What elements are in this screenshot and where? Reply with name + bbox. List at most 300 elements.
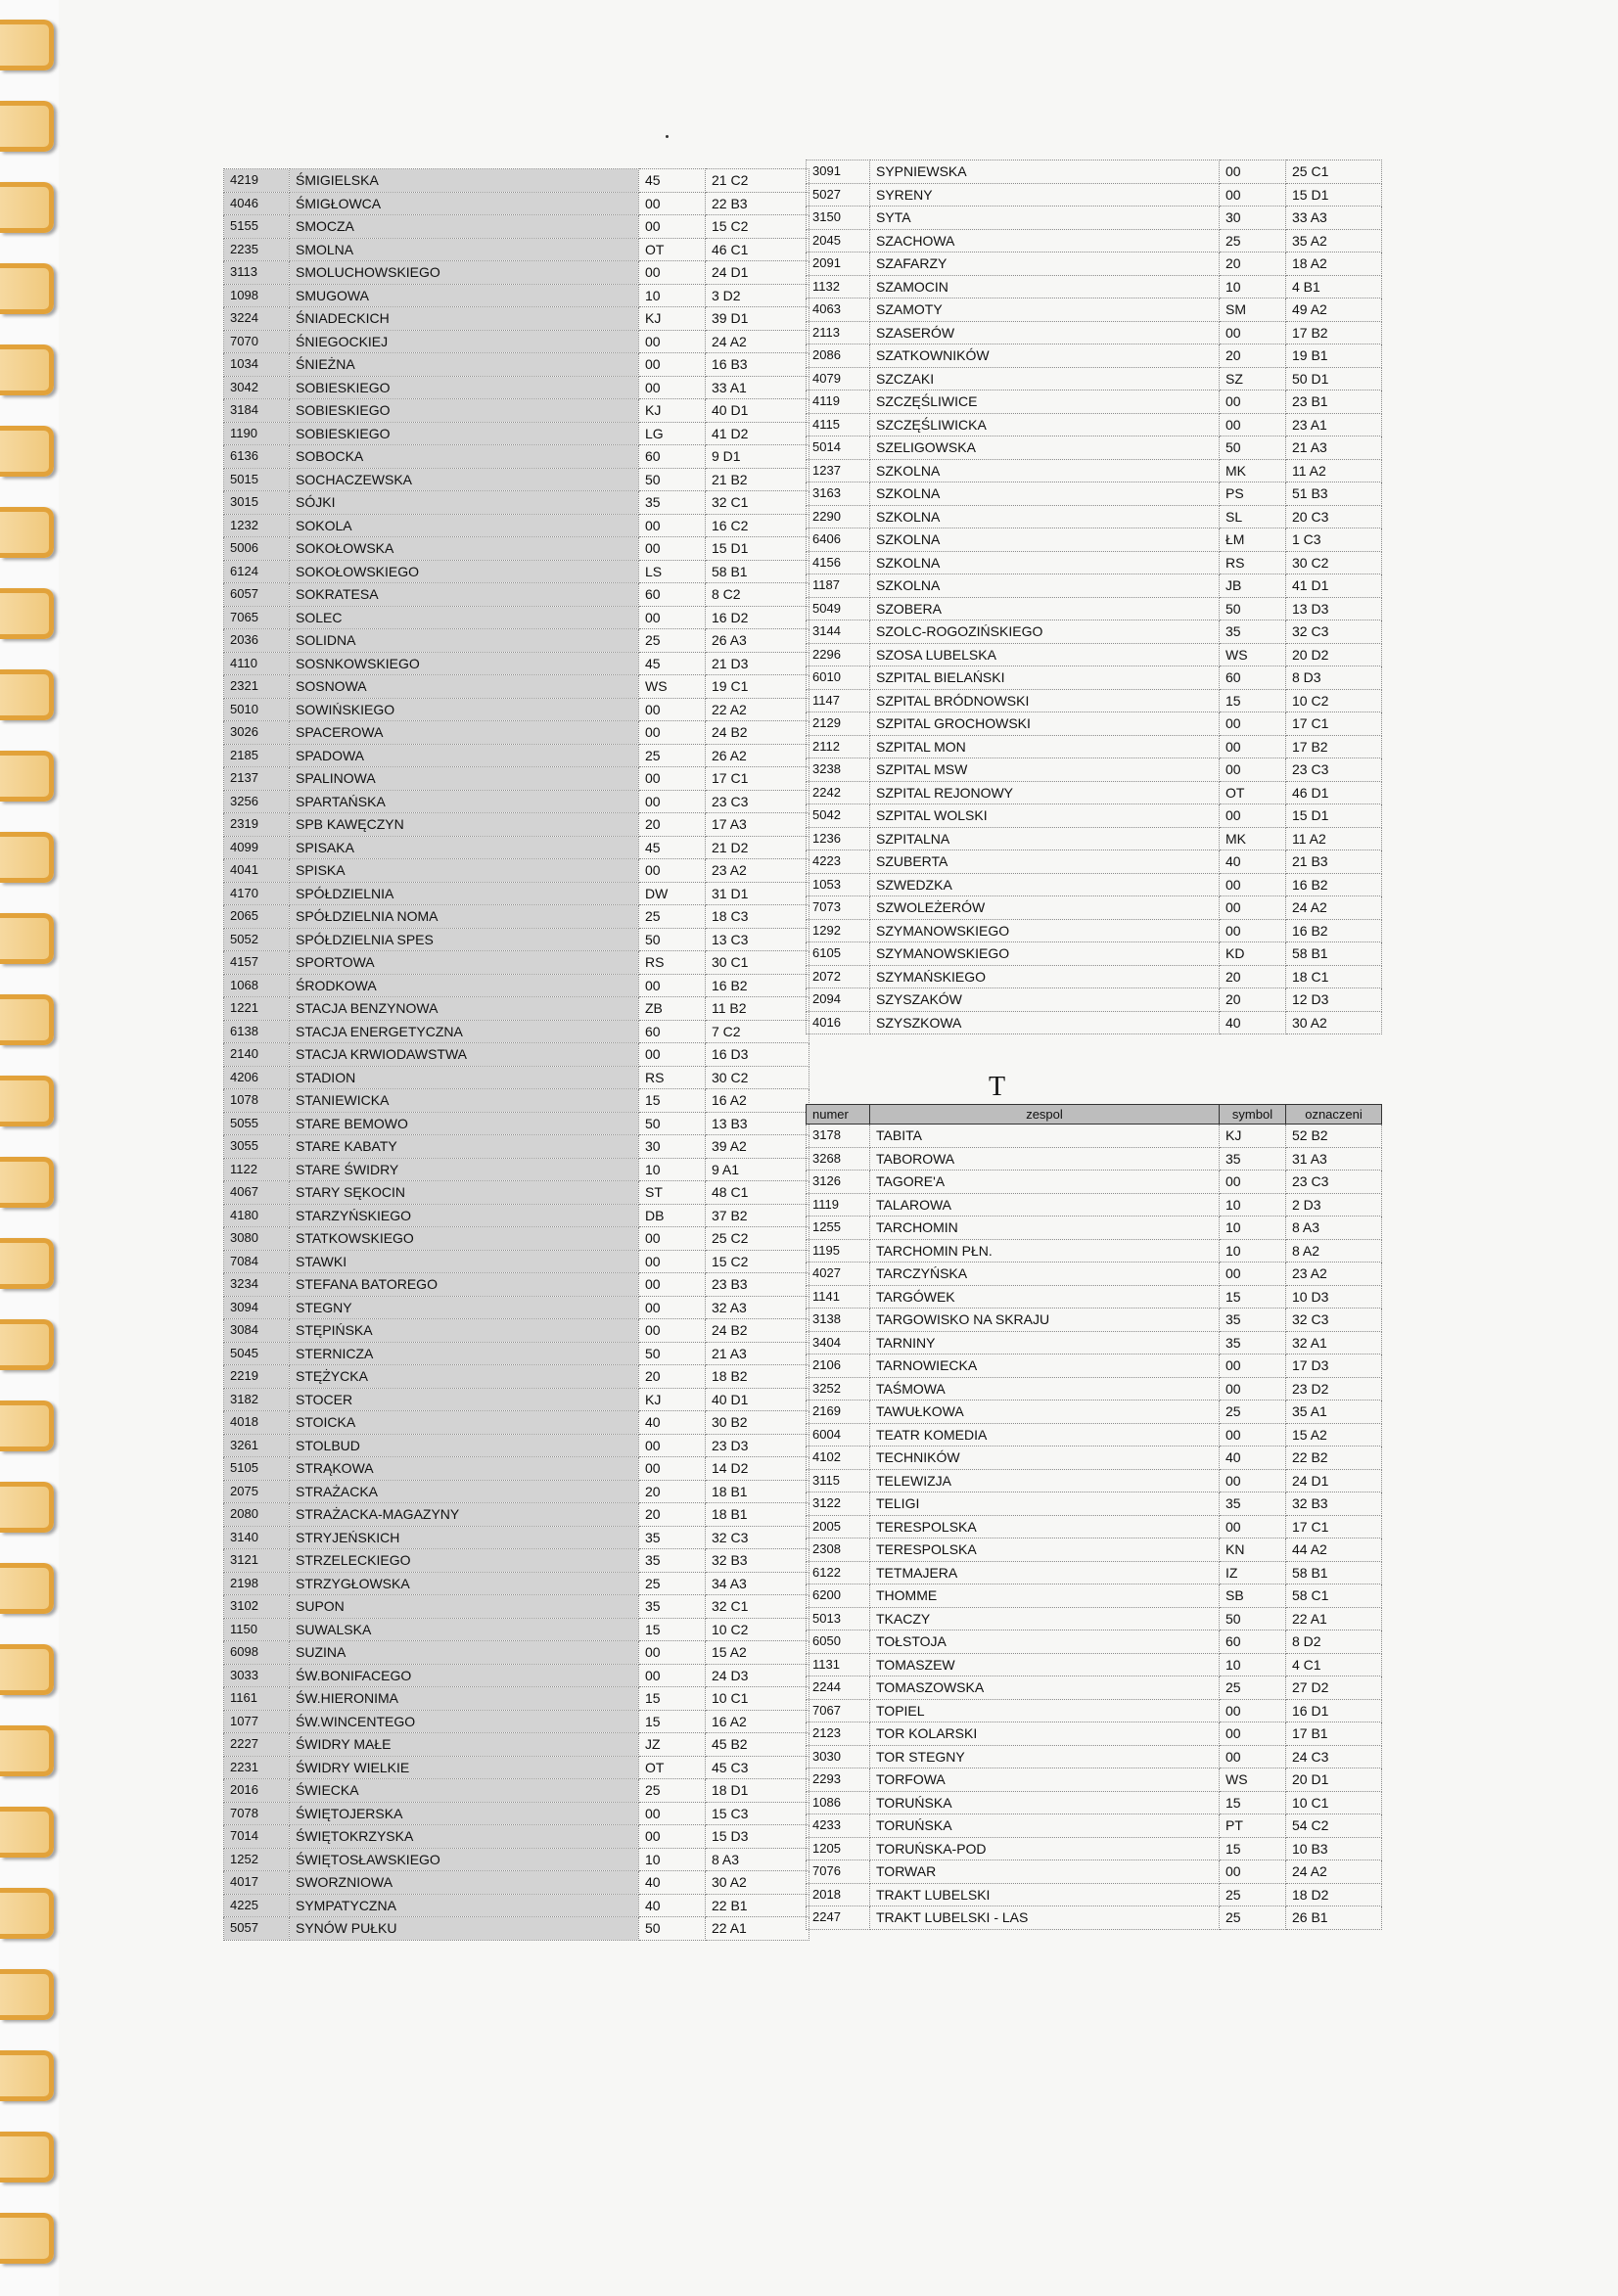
map-reference: 16 A2 <box>706 1089 809 1113</box>
street-number: 2185 <box>224 744 290 767</box>
binding-ring <box>0 1563 54 1614</box>
street-number: 3015 <box>224 491 290 515</box>
district-symbol: 50 <box>1220 597 1286 620</box>
street-name: ŚW.WINCENTEGO <box>290 1710 639 1733</box>
street-name: STATKOWSKIEGO <box>290 1227 639 1251</box>
binding-ring <box>0 101 54 152</box>
street-name: TELIGI <box>870 1492 1220 1516</box>
map-reference: 16 D1 <box>1286 1699 1382 1722</box>
street-number: 2308 <box>807 1538 870 1562</box>
table-row <box>224 1779 809 1803</box>
street-name: SZYMAŃSKIEGO <box>870 965 1220 988</box>
map-reference: 2 D3 <box>1286 1193 1382 1217</box>
map-reference: 16 B3 <box>706 353 809 377</box>
district-symbol: 00 <box>639 1825 706 1849</box>
street-number: 4017 <box>224 1871 290 1895</box>
table-row <box>807 919 1382 942</box>
table-row <box>807 482 1382 506</box>
table-row <box>807 367 1382 390</box>
street-number: 1119 <box>807 1193 870 1217</box>
map-reference: 17 D3 <box>1286 1355 1382 1378</box>
street-number: 1237 <box>807 459 870 482</box>
street-number: 3256 <box>224 790 290 813</box>
map-reference: 15 D1 <box>1286 183 1382 207</box>
map-reference: 22 B2 <box>1286 1446 1382 1470</box>
street-name: TARCHOMIN PŁN. <box>870 1239 1220 1263</box>
map-reference: 30 A2 <box>706 1871 809 1895</box>
binding-ring <box>0 669 54 720</box>
map-reference: 46 D1 <box>1286 781 1382 804</box>
table-row <box>807 1377 1382 1401</box>
street-name: SOCHACZEWSKA <box>290 468 639 491</box>
street-number: 5049 <box>807 597 870 620</box>
street-name: TARCHOMIN <box>870 1217 1220 1240</box>
table-row <box>224 583 809 607</box>
table-row <box>807 1814 1382 1838</box>
street-name: SPÓŁDZIELNIA NOMA <box>290 905 639 929</box>
street-name: SMOCZA <box>290 215 639 239</box>
district-symbol: 35 <box>1220 1309 1286 1332</box>
district-symbol: 30 <box>639 1135 706 1159</box>
map-reference: 21 D3 <box>706 652 809 675</box>
table-row <box>224 399 809 423</box>
street-number: 6057 <box>224 583 290 607</box>
map-reference: 32 B3 <box>706 1549 809 1573</box>
map-reference: 17 A3 <box>706 813 809 837</box>
district-symbol: 20 <box>639 813 706 837</box>
table-row <box>807 436 1382 460</box>
district-symbol: OT <box>1220 781 1286 804</box>
street-number: 4018 <box>224 1411 290 1435</box>
street-number: 4079 <box>807 367 870 390</box>
street-name: SOSNKOWSKIEGO <box>290 652 639 675</box>
map-reference: 51 B3 <box>1286 482 1382 506</box>
map-reference: 11 A2 <box>1286 827 1382 850</box>
street-name: SMUGOWA <box>290 284 639 307</box>
street-name: SZPITAL WOLSKI <box>870 804 1220 828</box>
map-reference: 30 B2 <box>706 1411 809 1435</box>
street-number: 4027 <box>807 1263 870 1286</box>
map-reference: 21 C2 <box>706 169 809 193</box>
map-reference: 24 D1 <box>706 261 809 285</box>
table-row <box>807 712 1382 736</box>
district-symbol: DW <box>639 882 706 905</box>
street-number: 6406 <box>807 528 870 552</box>
street-name: TALAROWA <box>870 1193 1220 1217</box>
district-symbol: 00 <box>1220 1745 1286 1768</box>
table-row <box>224 1756 809 1779</box>
street-number: 7076 <box>807 1860 870 1884</box>
street-name: STACJA BENZYNOWA <box>290 997 639 1021</box>
street-number: 3268 <box>807 1147 870 1171</box>
table-row <box>807 873 1382 896</box>
street-name: TARGOWISKO NA SKRAJU <box>870 1309 1220 1332</box>
map-reference: 35 A1 <box>1286 1401 1382 1424</box>
table-row <box>807 229 1382 253</box>
street-name: SPB KAWĘCZYN <box>290 813 639 837</box>
street-number: 7067 <box>807 1699 870 1722</box>
street-number: 6105 <box>807 942 870 966</box>
street-name: TAWUŁKOWA <box>870 1401 1220 1424</box>
street-number: 3261 <box>224 1434 290 1457</box>
street-name: SYNÓW PUŁKU <box>290 1917 639 1941</box>
street-name: SZOBERA <box>870 597 1220 620</box>
binding-ring <box>0 1969 54 2020</box>
street-number: 2219 <box>224 1365 290 1389</box>
street-number: 2227 <box>224 1733 290 1757</box>
street-name: TORUŃSKA <box>870 1814 1220 1838</box>
district-symbol: 20 <box>639 1365 706 1389</box>
street-number: 2005 <box>807 1515 870 1538</box>
street-number: 6136 <box>224 445 290 469</box>
map-reference: 58 B1 <box>706 560 809 583</box>
map-reference: 33 A1 <box>706 376 809 399</box>
district-symbol: KD <box>1220 942 1286 966</box>
district-symbol: 00 <box>1220 161 1286 184</box>
map-reference: 24 B2 <box>706 1319 809 1343</box>
street-name: SZKOLNA <box>870 574 1220 598</box>
binding-ring <box>0 1807 54 1858</box>
table-row <box>807 459 1382 482</box>
street-name: STARY SĘKOCIN <box>290 1181 639 1205</box>
street-name: ŚNIEŻNA <box>290 353 639 377</box>
street-number: 6098 <box>224 1641 290 1665</box>
street-name: TOR KOLARSKI <box>870 1722 1220 1746</box>
district-symbol: OT <box>639 238 706 261</box>
map-reference: 8 C2 <box>706 583 809 607</box>
table-row <box>224 169 809 193</box>
street-number: 4102 <box>807 1446 870 1470</box>
table-row <box>224 1158 809 1181</box>
map-reference: 32 C3 <box>1286 620 1382 644</box>
district-symbol: 00 <box>1220 758 1286 782</box>
street-number: 1068 <box>224 974 290 997</box>
street-number: 4223 <box>807 850 870 874</box>
street-name: STARZYŃSKIEGO <box>290 1204 639 1227</box>
street-number: 1292 <box>807 919 870 942</box>
street-number: 2065 <box>224 905 290 929</box>
header-oznaczenie: oznaczeni <box>1286 1105 1382 1125</box>
district-symbol: 35 <box>1220 1331 1286 1355</box>
map-reference: 20 D2 <box>1286 643 1382 666</box>
map-reference: 21 B2 <box>706 468 809 491</box>
street-number: 1122 <box>224 1158 290 1181</box>
map-reference: 40 D1 <box>706 1388 809 1411</box>
street-number: 1141 <box>807 1285 870 1309</box>
map-reference: 24 D1 <box>1286 1469 1382 1492</box>
table-row <box>224 882 809 905</box>
map-reference: 24 C3 <box>1286 1745 1382 1768</box>
district-symbol: 00 <box>1220 919 1286 942</box>
table-row <box>224 1848 809 1871</box>
map-reference: 32 B3 <box>1286 1492 1382 1516</box>
street-number: 5010 <box>224 698 290 721</box>
binding-ring <box>0 344 54 395</box>
street-number: 7073 <box>807 896 870 920</box>
street-name: SZPITAL BRÓDNOWSKI <box>870 689 1220 712</box>
map-reference: 10 D3 <box>1286 1285 1382 1309</box>
table-row <box>224 1434 809 1457</box>
district-symbol: 00 <box>639 261 706 285</box>
table-row <box>807 758 1382 782</box>
map-reference: 19 B1 <box>1286 344 1382 368</box>
street-name: ŚNIEGOCKIEJ <box>290 330 639 353</box>
street-name: TORFOWA <box>870 1768 1220 1792</box>
street-number: 1232 <box>224 514 290 537</box>
district-symbol: 25 <box>639 905 706 929</box>
map-reference: 18 B1 <box>706 1480 809 1503</box>
district-symbol: 10 <box>639 1158 706 1181</box>
street-number: 2094 <box>807 988 870 1012</box>
table-row <box>807 1423 1382 1446</box>
map-reference: 20 D1 <box>1286 1768 1382 1792</box>
map-reference: 15 D1 <box>706 537 809 561</box>
street-name: SZELIGOWSKA <box>870 436 1220 460</box>
map-reference: 22 B3 <box>706 192 809 215</box>
district-symbol: 10 <box>1220 1217 1286 1240</box>
map-reference: 31 D1 <box>706 882 809 905</box>
table-row <box>807 666 1382 690</box>
street-name: SYPNIEWSKA <box>870 161 1220 184</box>
district-symbol: SM <box>1220 298 1286 322</box>
street-name: SZCZĘŚLIWICE <box>870 390 1220 414</box>
map-reference: 10 C1 <box>706 1687 809 1711</box>
table-row <box>224 767 809 791</box>
street-number: 6050 <box>807 1630 870 1654</box>
street-name: SOBIESKIEGO <box>290 376 639 399</box>
street-number: 7078 <box>224 1802 290 1825</box>
district-symbol: 00 <box>639 330 706 353</box>
street-name: TETMAJERA <box>870 1561 1220 1584</box>
district-symbol: 60 <box>639 445 706 469</box>
map-reference: 46 C1 <box>706 238 809 261</box>
street-name: SZYSZAKÓW <box>870 988 1220 1012</box>
table-row <box>224 675 809 699</box>
map-reference: 13 D3 <box>1286 597 1382 620</box>
street-name: TABITA <box>870 1125 1220 1148</box>
street-number: 1086 <box>807 1791 870 1814</box>
street-name: SUPON <box>290 1595 639 1619</box>
table-row <box>224 1526 809 1549</box>
table-row <box>224 928 809 951</box>
district-symbol: 00 <box>639 1227 706 1251</box>
street-name: TARGÓWEK <box>870 1285 1220 1309</box>
street-number: 2016 <box>224 1779 290 1803</box>
street-number: 3122 <box>807 1492 870 1516</box>
street-name: TERESPOLSKA <box>870 1538 1220 1562</box>
table-row <box>224 974 809 997</box>
district-symbol: 00 <box>639 1250 706 1273</box>
table-row <box>807 1147 1382 1171</box>
district-symbol: 25 <box>1220 1676 1286 1700</box>
map-reference: 23 A2 <box>706 859 809 883</box>
street-name: SPÓŁDZIELNIA SPES <box>290 928 639 951</box>
district-symbol: 00 <box>639 698 706 721</box>
table-row <box>224 1710 809 1733</box>
table-row <box>224 560 809 583</box>
table-row <box>807 207 1382 230</box>
street-number: 2106 <box>807 1355 870 1378</box>
map-reference: 32 C1 <box>706 491 809 515</box>
district-symbol: 20 <box>1220 344 1286 368</box>
map-reference: 7 C2 <box>706 1020 809 1043</box>
street-number: 1034 <box>224 353 290 377</box>
street-name: SPACEROWA <box>290 721 639 745</box>
table-row <box>807 413 1382 436</box>
street-number: 4170 <box>224 882 290 905</box>
street-number: 1053 <box>807 873 870 896</box>
street-number: 7065 <box>224 606 290 629</box>
district-symbol: 50 <box>639 1342 706 1365</box>
district-symbol: 45 <box>639 169 706 193</box>
street-number: 2045 <box>807 229 870 253</box>
street-name: SMOLNA <box>290 238 639 261</box>
table-row <box>224 652 809 675</box>
district-symbol: 25 <box>639 1572 706 1595</box>
map-reference: 33 A3 <box>1286 207 1382 230</box>
table-row <box>807 1401 1382 1424</box>
street-number: 4067 <box>224 1181 290 1205</box>
street-number: 5042 <box>807 804 870 828</box>
street-name: SOKOŁOWSKA <box>290 537 639 561</box>
street-name: SZKOLNA <box>870 482 1220 506</box>
street-number: 2072 <box>807 965 870 988</box>
map-reference: 32 C3 <box>1286 1309 1382 1332</box>
street-number: 6122 <box>807 1561 870 1584</box>
street-name: TARNOWIECKA <box>870 1355 1220 1378</box>
district-symbol: 00 <box>639 353 706 377</box>
table-row <box>224 1388 809 1411</box>
binding-ring <box>0 1319 54 1370</box>
map-reference: 32 A1 <box>1286 1331 1382 1355</box>
table-row <box>224 1480 809 1503</box>
table-row <box>224 1503 809 1527</box>
table-row <box>224 422 809 445</box>
street-name: STARE ŚWIDRY <box>290 1158 639 1181</box>
map-reference: 4 B1 <box>1286 275 1382 298</box>
map-reference: 18 B2 <box>706 1365 809 1389</box>
map-reference: 37 B2 <box>706 1204 809 1227</box>
map-reference: 21 A3 <box>1286 436 1382 460</box>
map-reference: 48 C1 <box>706 1181 809 1205</box>
map-reference: 26 A2 <box>706 744 809 767</box>
district-symbol: 50 <box>1220 1607 1286 1630</box>
street-number: 4180 <box>224 1204 290 1227</box>
street-number: 4225 <box>224 1894 290 1917</box>
district-symbol: 30 <box>1220 207 1286 230</box>
district-symbol: 60 <box>1220 1630 1286 1654</box>
table-row <box>807 1791 1382 1814</box>
table-row <box>807 1331 1382 1355</box>
map-reference: 8 A3 <box>1286 1217 1382 1240</box>
street-name: SPARTAŃSKA <box>290 790 639 813</box>
map-reference: 34 A3 <box>706 1572 809 1595</box>
map-reference: 15 A2 <box>706 1641 809 1665</box>
street-number: 1221 <box>224 997 290 1021</box>
binding-ring <box>0 2050 54 2101</box>
street-name: TAGORE'A <box>870 1171 1220 1194</box>
street-name: SOKOŁOWSKIEGO <box>290 560 639 583</box>
district-symbol: 50 <box>639 468 706 491</box>
table-row <box>224 951 809 975</box>
district-symbol: 00 <box>1220 1355 1286 1378</box>
street-name: STARE BEMOWO <box>290 1112 639 1135</box>
district-symbol: 60 <box>639 1020 706 1043</box>
street-name: SWORZNIOWA <box>290 1871 639 1895</box>
street-index-table-t <box>806 1104 1382 1930</box>
map-reference: 23 D3 <box>706 1434 809 1457</box>
street-index-table-right <box>806 160 1382 1034</box>
table-row <box>807 804 1382 828</box>
district-symbol: KJ <box>639 1388 706 1411</box>
street-number: 2080 <box>224 1503 290 1527</box>
street-name: SMOLUCHOWSKIEGO <box>290 261 639 285</box>
table-row <box>807 942 1382 966</box>
table-row <box>224 1825 809 1849</box>
street-name: STRZYGŁOWSKA <box>290 1572 639 1595</box>
street-number: 2321 <box>224 675 290 699</box>
table-row <box>224 698 809 721</box>
street-name: TEATR KOMEDIA <box>870 1423 1220 1446</box>
street-number: 6200 <box>807 1584 870 1608</box>
map-reference: 22 A1 <box>1286 1607 1382 1630</box>
street-name: SYTA <box>870 207 1220 230</box>
map-reference: 18 C3 <box>706 905 809 929</box>
table-row <box>224 1250 809 1273</box>
street-name: TKACZY <box>870 1607 1220 1630</box>
map-reference: 23 A2 <box>1286 1263 1382 1286</box>
street-number: 3234 <box>224 1273 290 1297</box>
district-symbol: 15 <box>639 1089 706 1113</box>
map-reference: 22 B1 <box>706 1894 809 1917</box>
header-zespol: zespol <box>870 1105 1220 1125</box>
street-number: 3138 <box>807 1309 870 1332</box>
map-reference: 26 A3 <box>706 629 809 653</box>
street-name: TAŚMOWA <box>870 1377 1220 1401</box>
street-name: SZKOLNA <box>870 459 1220 482</box>
district-symbol: 00 <box>1220 1171 1286 1194</box>
map-reference: 1 C3 <box>1286 528 1382 552</box>
binding-ring <box>0 1644 54 1695</box>
table-row <box>807 735 1382 758</box>
table-row <box>807 1355 1382 1378</box>
district-symbol: 35 <box>639 491 706 515</box>
district-symbol: OT <box>639 1756 706 1779</box>
street-number: 2113 <box>807 321 870 344</box>
map-reference: 18 D2 <box>1286 1883 1382 1906</box>
street-name: TRAKT LUBELSKI - LAS <box>870 1906 1220 1930</box>
street-name: TOPIEL <box>870 1699 1220 1722</box>
street-name: SZKOLNA <box>870 551 1220 574</box>
street-number: 2169 <box>807 1401 870 1424</box>
street-number: 2137 <box>224 767 290 791</box>
street-number: 2198 <box>224 1572 290 1595</box>
table-row <box>807 1837 1382 1860</box>
street-name: STRZELECKIEGO <box>290 1549 639 1573</box>
district-symbol: 10 <box>1220 1653 1286 1676</box>
table-row <box>224 1319 809 1343</box>
map-reference: 16 B2 <box>1286 919 1382 942</box>
district-symbol: 20 <box>639 1480 706 1503</box>
table-row <box>807 597 1382 620</box>
street-number: 3140 <box>224 1526 290 1549</box>
table-row <box>807 1607 1382 1630</box>
street-name: ŚWIDRY WIELKIE <box>290 1756 639 1779</box>
map-reference: 24 A2 <box>1286 896 1382 920</box>
map-reference: 23 A1 <box>1286 413 1382 436</box>
street-number: 1161 <box>224 1687 290 1711</box>
map-reference: 20 C3 <box>1286 505 1382 528</box>
